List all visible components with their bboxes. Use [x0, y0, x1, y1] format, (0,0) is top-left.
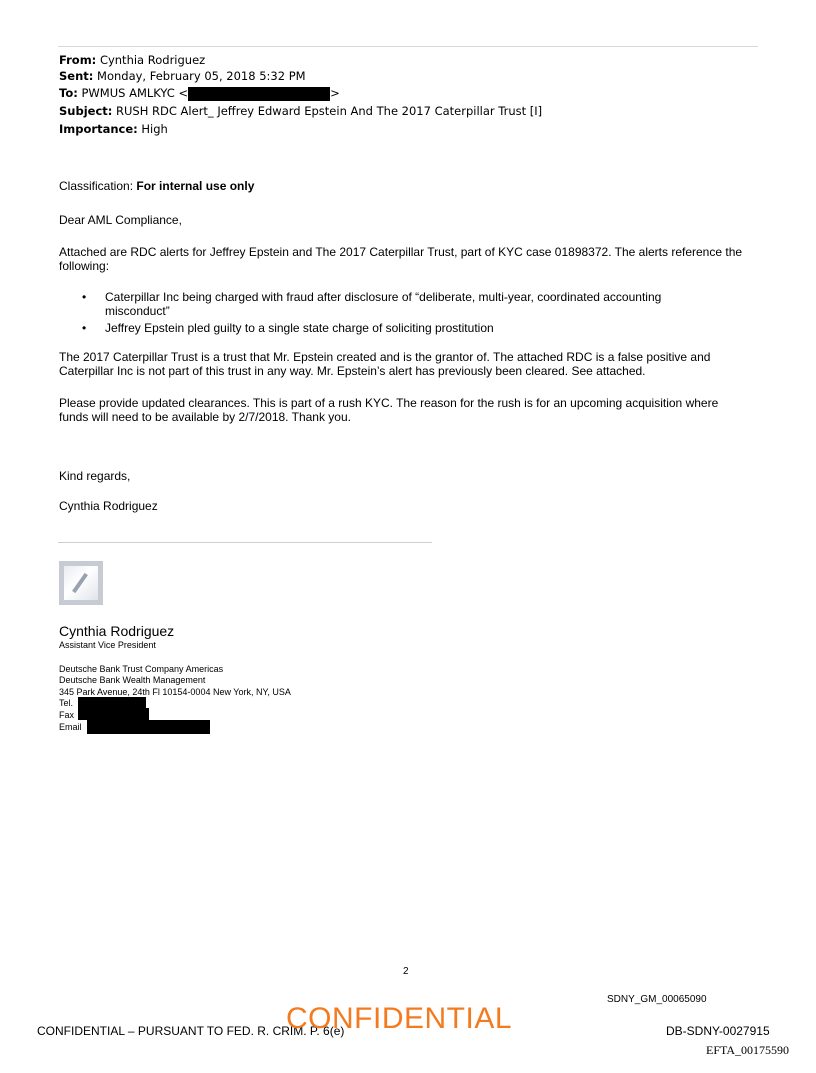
signature-address: 345 Park Avenue, 24th Fl 10154-0004 New York, NY, USA: [59, 687, 291, 697]
closing: Kind regards,: [59, 469, 131, 483]
to-value: PWMUS AMLKYC <: [81, 86, 189, 100]
alert-reference-list: [82, 290, 722, 338]
signature-divider: [58, 542, 432, 543]
paragraph-alerts: Attached are RDC alerts for Jeffrey Epstein and The 2017 Caterpillar Trust, part of KYC case 01898372. The alerts reference the following:: [59, 245, 743, 273]
list-item: • Caterpillar Inc being charged with fraud after disclosure of “deliberate, multi-year, coordinated accounting misconduct”: [82, 290, 722, 318]
confidential-stamp: CONFIDENTIAL: [286, 1002, 513, 1035]
signoff-name: Cynthia Rodriguez: [59, 499, 158, 513]
email-subject-line: [59, 104, 542, 119]
redaction-fax: [78, 708, 149, 720]
paragraph-trust: The 2017 Caterpillar Trust is a trust that Mr. Epstein created and is the grantor of. The attached RDC is a false positive and Caterpillar Inc is not part of this trust in any way. Mr. Epstein’s alert has previously been cleared. See attached.: [59, 350, 711, 378]
from-label: From:: [59, 53, 97, 67]
signature-tel: [59, 698, 73, 709]
classification-value: For internal use only: [136, 179, 255, 193]
page-number: 2: [403, 966, 409, 977]
subject-label: Subject:: [59, 104, 113, 118]
logo-slash-icon: [72, 573, 88, 593]
to-suffix: >: [330, 86, 340, 100]
greeting: Dear AML Compliance,: [59, 213, 182, 227]
classification-line: [59, 179, 749, 193]
efta-number: EFTA_00175590: [706, 1043, 790, 1057]
signature-company-2: Deutsche Bank Wealth Management: [59, 675, 206, 685]
signature-company-1: Deutsche Bank Trust Company Americas: [59, 664, 224, 674]
classification-label: Classification:: [59, 179, 137, 193]
sent-value: Monday, February 05, 2018 5:32 PM: [97, 69, 306, 83]
email-importance-line: [59, 122, 168, 137]
to-label: To:: [59, 86, 78, 100]
fax-label: Fax: [59, 710, 75, 720]
bates-db: DB-SDNY-0027915: [666, 1024, 770, 1038]
importance-value: High: [141, 122, 168, 136]
email-from-line: [59, 53, 205, 68]
signature-email: [59, 722, 82, 733]
tel-label: Tel.: [59, 698, 74, 708]
bates-sdny: SDNY_GM_00065090: [607, 994, 707, 1005]
redaction-tel: [78, 697, 146, 708]
sent-label: Sent:: [59, 69, 94, 83]
email-label: Email: [59, 722, 82, 732]
redaction-email: [87, 720, 210, 734]
confidential-notice: CONFIDENTIAL – PURSUANT TO FED. R. CRIM. P. 6(e): [37, 1024, 345, 1038]
subject-value: RUSH RDC Alert_ Jeffrey Edward Epstein And The 2017 Caterpillar Trust [I]: [116, 104, 543, 118]
from-value: Cynthia Rodriguez: [99, 53, 206, 67]
redaction-to-address: [188, 87, 330, 101]
importance-label: Importance:: [59, 122, 138, 136]
signature-title: Assistant Vice President: [59, 640, 156, 650]
signature-fax: [59, 710, 74, 721]
paragraph-request: Please provide updated clearances. This is part of a rush KYC. The reason for the rush is for an upcoming acquisition where funds will need to be available by 2/7/2018. Thank you.: [59, 396, 719, 424]
email-to-line: [59, 86, 340, 101]
list-item: • Jeffrey Epstein pled guilty to a single state charge of soliciting prostitution: [82, 321, 722, 335]
email-sent-line: [59, 69, 306, 84]
header-divider: [58, 46, 758, 47]
deutsche-bank-logo: [59, 561, 103, 605]
signature-name: Cynthia Rodriguez: [59, 623, 175, 639]
